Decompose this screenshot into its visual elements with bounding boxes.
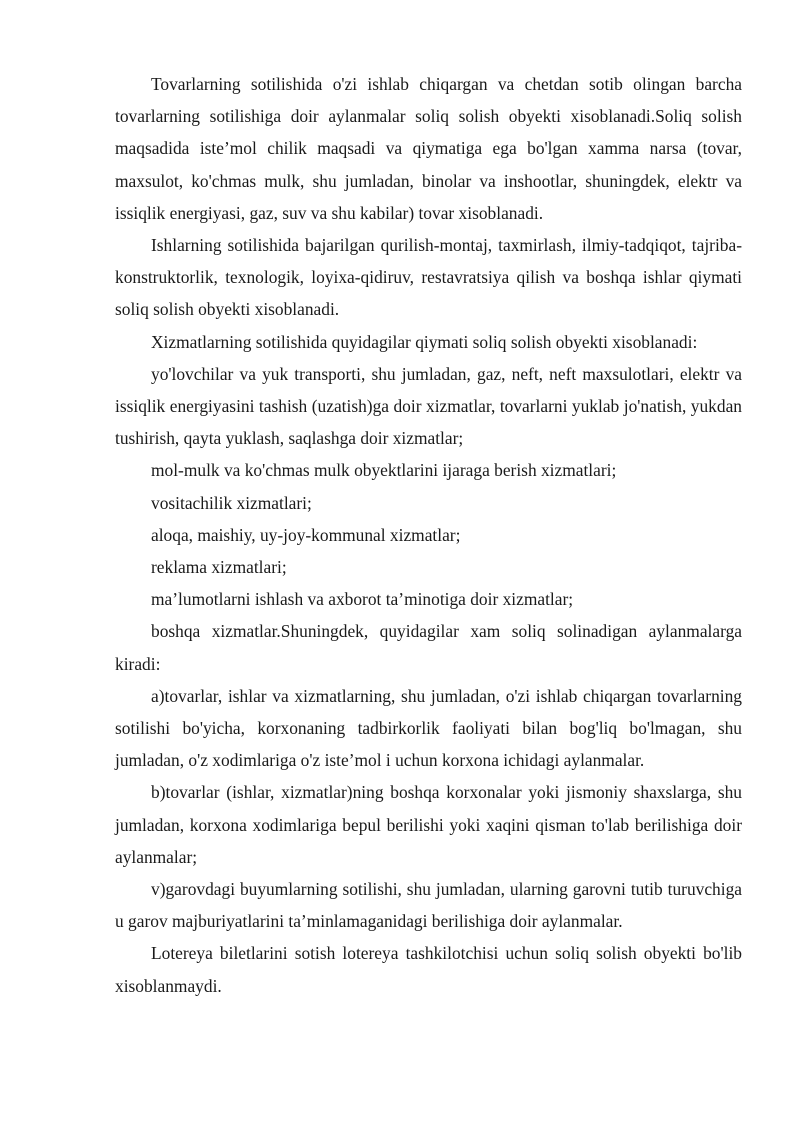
paragraph-item-a: a)tovarlar, ishlar va xizmatlarning, shu jumladan, o'zi ishlab chiqargan tovarlarning sotilishi bo'yicha, korxonaning tadbirkorlik faoliyati bilan bog'liq bo'lmagan, shu jumladan, o'z xodimlariga o'z iste’mol i uchun korxona ichidagi aylanmalar. xyxy=(115,685,742,771)
list-item-intermediary-services: vositachilik xizmatlari; xyxy=(151,492,312,513)
list-item-information-services: ma’lumotlarni ishlash va axborot ta’minotiga doir xizmatlar; xyxy=(151,589,574,610)
list-item-communal-services: aloqa, maishiy, uy-joy-kommunal xizmatlar; xyxy=(151,524,461,545)
paragraph-works-sales: Ishlarning sotilishida bajarilgan qurilish-montaj, taxmirlash, ilmiy-tadqiqot, tajriba-konstruktorlik, texnologik, loyixa-qidiruv, restavratsiya qilish va boshqa ishlar qiymati soliq solish obyekti xisoblanadi. xyxy=(115,235,742,320)
list-item-rental-services: mol-mulk va ko'chmas mulk obyektlarini ijaraga berish xizmatlari; xyxy=(151,460,617,481)
paragraph-item-b: b)tovarlar (ishlar, xizmatlar)ning boshqa korxonalar yoki jismoniy shaxslarga, shu jumladan, korxona xodimlariga bepul berilishi yoki xaqini qisman to'lab berilishiga doir aylanmalar; xyxy=(115,782,742,867)
paragraph-goods-sales: Tovarlarning sotilishida o'zi ishlab chiqargan va chetdan sotib olingan barcha tovarlarning sotilishiga doir aylanmalar soliq solish obyekti xisoblanadi.Soliq solish maqsadida iste’mol chilik maqsadi va qiymatiga ega bo'lgan xamma narsa (tovar, maxsulot, ko'chmas mulk, shu jumladan, binolar va inshootlar, shuningdek, elektr va issiqlik energiyasi, gaz, suv va shu kabilar) tovar xisoblanadi. xyxy=(115,74,742,223)
list-item-advertising-services: reklama xizmatlari; xyxy=(151,557,287,578)
paragraph-item-v: v)garovdagi buyumlarning sotilishi, shu jumladan, ularning garovni tutib turuvchiga u garov majburiyatlarini ta’minlamaganidagi berilishiga doir aylanmalar. xyxy=(115,879,742,932)
list-item-transport-services: yo'lovchilar va yuk transporti, shu jumladan, gaz, neft, neft maxsulotlari, elektr va issiqlik energiyasini tashish (uzatish)ga doir xizmatlar, tovarlarni yuklab jo'natish, yukdan tushirish, qayta yuklash, saqlashga doir xizmatlar; xyxy=(115,363,742,449)
document-page xyxy=(115,68,742,1002)
paragraph-services-intro: Xizmatlarning sotilishida quyidagilar qiymati soliq solish obyekti xisoblanadi: xyxy=(151,331,698,352)
list-item-other-services: boshqa xizmatlar.Shuningdek, quyidagilar xam soliq solinadigan aylanmalarga kiradi: xyxy=(115,621,742,674)
paragraph-lottery: Lotereya biletlarini sotish lotereya tashkilotchisi uchun soliq solish obyekti bo'lib xisoblanmaydi. xyxy=(115,943,742,996)
